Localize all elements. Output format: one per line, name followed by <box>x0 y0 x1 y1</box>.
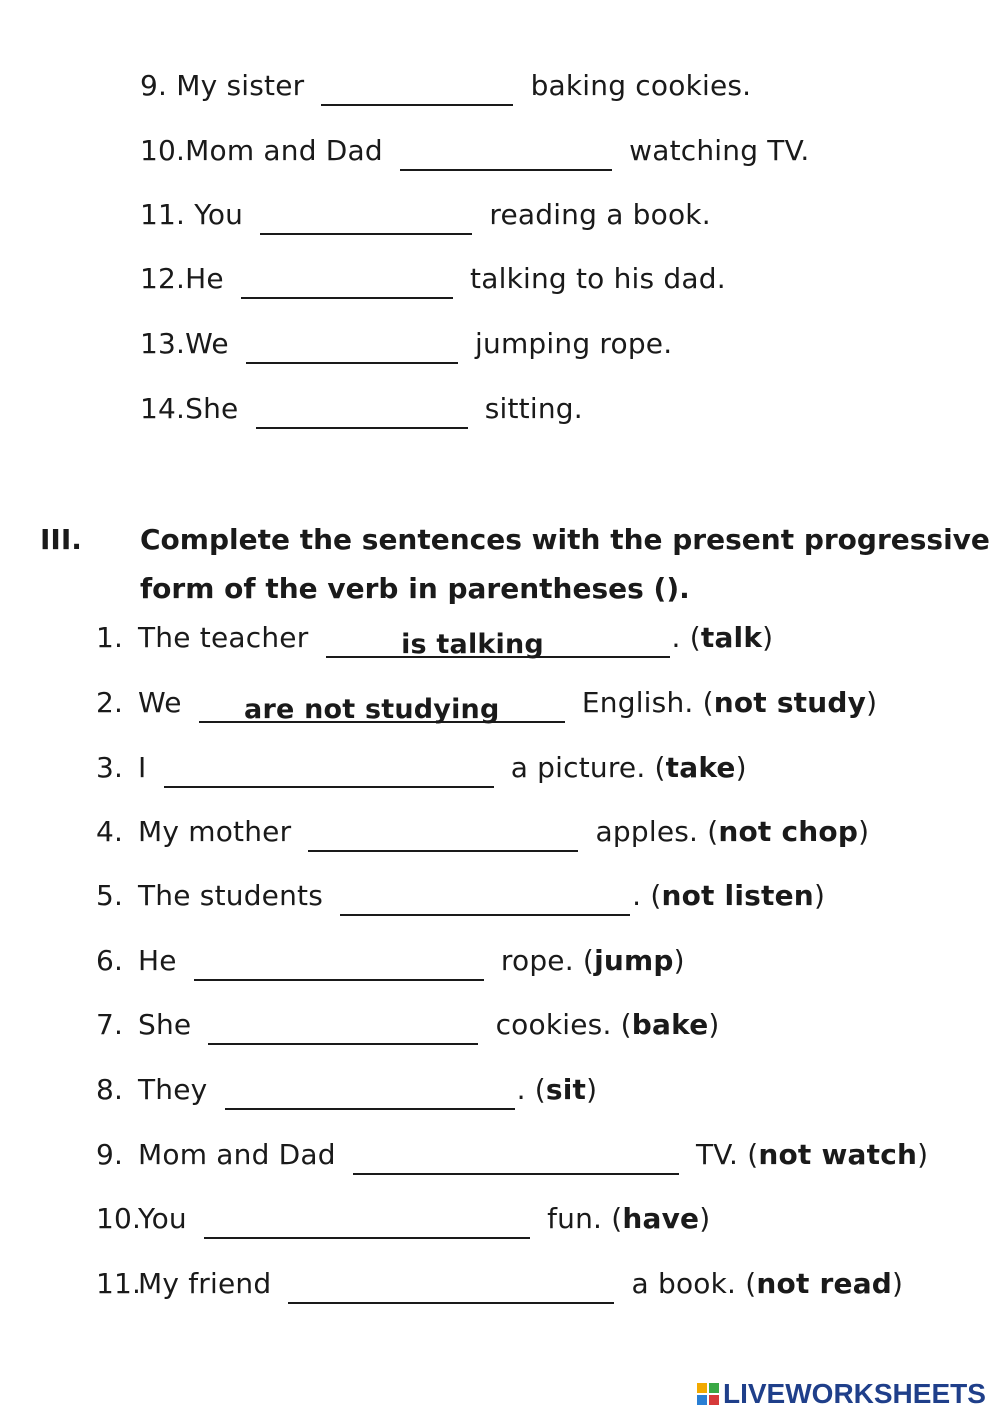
exercise-line <box>140 259 726 299</box>
verb-hint: not chop <box>718 815 859 848</box>
section-numeral: III. <box>40 523 82 556</box>
item-number: 11. <box>96 1267 142 1300</box>
answer-blank[interactable] <box>246 328 458 364</box>
close-paren: ) <box>892 1267 904 1300</box>
verb-hint: take <box>665 751 736 784</box>
sentence-end: rope. ( <box>500 944 595 977</box>
item-number: 6. <box>96 944 124 977</box>
verb-hint: not listen <box>661 879 814 912</box>
exercise-line <box>96 876 825 916</box>
item-number: 4. <box>96 815 124 848</box>
exercise-line <box>96 683 877 723</box>
answer-blank[interactable] <box>326 622 670 658</box>
exercise-line <box>96 1199 710 1239</box>
section-instruction-line2: form of the verb in parentheses (). <box>140 572 690 605</box>
sentence-start: We <box>138 686 182 719</box>
exercise-line <box>96 1005 720 1045</box>
filled-answer: is talking <box>401 629 544 660</box>
answer-blank[interactable] <box>164 752 494 788</box>
answer-blank[interactable] <box>194 945 484 981</box>
close-paren: ) <box>673 944 685 977</box>
sentence-end: a book. ( <box>631 1267 757 1300</box>
sentence-end: reading a book. <box>489 198 711 231</box>
close-paren: ) <box>917 1138 929 1171</box>
logo-square <box>709 1383 719 1393</box>
item-number: 1. <box>96 621 124 654</box>
filled-answer: are not studying <box>244 694 500 725</box>
exercise-line <box>140 131 809 171</box>
logo-square <box>697 1395 707 1405</box>
answer-blank[interactable] <box>353 1139 679 1175</box>
sentence-end: fun. ( <box>547 1202 623 1235</box>
sentence-start: He <box>185 262 224 295</box>
answer-blank[interactable] <box>256 393 468 429</box>
item-number: 10. <box>96 1202 142 1235</box>
close-paren: ) <box>586 1073 598 1106</box>
item-number: 12. <box>140 262 186 295</box>
verb-hint: talk <box>700 621 763 654</box>
sentence-end: English. ( <box>581 686 714 719</box>
verb-hint: bake <box>631 1008 709 1041</box>
close-paren: ) <box>858 815 870 848</box>
close-paren: ) <box>735 751 747 784</box>
exercise-line <box>96 748 747 788</box>
close-paren: ) <box>699 1202 711 1235</box>
sentence-end: watching TV. <box>629 134 810 167</box>
item-number: 13. <box>140 327 186 360</box>
item-number: 2. <box>96 686 124 719</box>
verb-hint: not watch <box>758 1138 918 1171</box>
sentence-start: I <box>138 751 147 784</box>
answer-blank[interactable] <box>204 1203 530 1239</box>
answer-blank[interactable] <box>321 70 513 106</box>
verb-hint: not read <box>756 1267 893 1300</box>
sentence-end: TV. ( <box>695 1138 759 1171</box>
item-number: 5. <box>96 879 124 912</box>
sentence-end: . ( <box>632 879 662 912</box>
logo-grid-icon <box>697 1383 719 1405</box>
verb-hint: sit <box>545 1073 587 1106</box>
close-paren: ) <box>708 1008 720 1041</box>
sentence-start: She <box>185 392 239 425</box>
item-number: 9. <box>96 1138 124 1171</box>
exercise-line <box>96 618 773 658</box>
exercise-line <box>96 812 869 852</box>
answer-blank[interactable] <box>225 1074 515 1110</box>
sentence-start: You <box>138 1202 187 1235</box>
item-number: 3. <box>96 751 124 784</box>
sentence-end: baking cookies. <box>530 69 752 102</box>
sentence-start: She <box>138 1008 192 1041</box>
item-number: 14. <box>140 392 186 425</box>
answer-blank[interactable] <box>308 816 578 852</box>
sentence-start: We <box>185 327 229 360</box>
sentence-end: cookies. ( <box>495 1008 632 1041</box>
sentence-start: You <box>194 198 244 231</box>
answer-blank[interactable] <box>199 687 565 723</box>
exercise-line <box>96 1070 597 1110</box>
sentence-start: He <box>138 944 177 977</box>
sentence-start: Mom and Dad <box>185 134 383 167</box>
sentence-start: The teacher <box>138 621 309 654</box>
sentence-end: talking to his dad. <box>470 262 726 295</box>
exercise-line <box>140 66 751 106</box>
sentence-end: . ( <box>671 621 701 654</box>
sentence-end: a picture. ( <box>510 751 666 784</box>
sentence-start: My friend <box>138 1267 272 1300</box>
liveworksheets-logo <box>697 1376 986 1412</box>
logo-text: LIVEWORKSHEETS <box>723 1378 986 1409</box>
close-paren: ) <box>813 879 826 912</box>
sentence-start: They <box>138 1073 208 1106</box>
answer-blank[interactable] <box>208 1009 478 1045</box>
sentence-start: My sister <box>176 69 305 102</box>
answer-blank[interactable] <box>260 199 472 235</box>
answer-blank[interactable] <box>288 1268 614 1304</box>
logo-square <box>697 1383 707 1393</box>
section-instruction-line1: Complete the sentences with the present progressive <box>140 523 990 556</box>
sentence-end: sitting. <box>484 392 583 425</box>
close-paren: ) <box>762 621 774 654</box>
sentence-start: The students <box>138 879 324 912</box>
exercise-line <box>140 389 583 429</box>
answer-blank[interactable] <box>241 263 453 299</box>
sentence-start: My mother <box>138 815 292 848</box>
sentence-start: Mom and Dad <box>138 1138 336 1171</box>
sentence-end: jumping rope. <box>475 327 673 360</box>
sentence-end: apples. ( <box>595 815 719 848</box>
exercise-line <box>96 1135 928 1175</box>
exercise-line <box>96 941 685 981</box>
verb-hint: jump <box>594 944 674 977</box>
item-number: 7. <box>96 1008 124 1041</box>
close-paren: ) <box>866 686 878 719</box>
logo-square <box>709 1395 719 1405</box>
exercise-line <box>140 324 672 364</box>
exercise-line <box>140 195 711 235</box>
sentence-end: . ( <box>516 1073 546 1106</box>
item-number: 9. <box>140 69 168 102</box>
item-number: 11. <box>140 198 186 231</box>
item-number: 10. <box>140 134 186 167</box>
answer-blank[interactable] <box>340 880 630 916</box>
verb-hint: not study <box>713 686 867 719</box>
item-number: 8. <box>96 1073 124 1106</box>
exercise-line <box>96 1264 903 1304</box>
verb-hint: have <box>622 1202 700 1235</box>
answer-blank[interactable] <box>400 135 612 171</box>
